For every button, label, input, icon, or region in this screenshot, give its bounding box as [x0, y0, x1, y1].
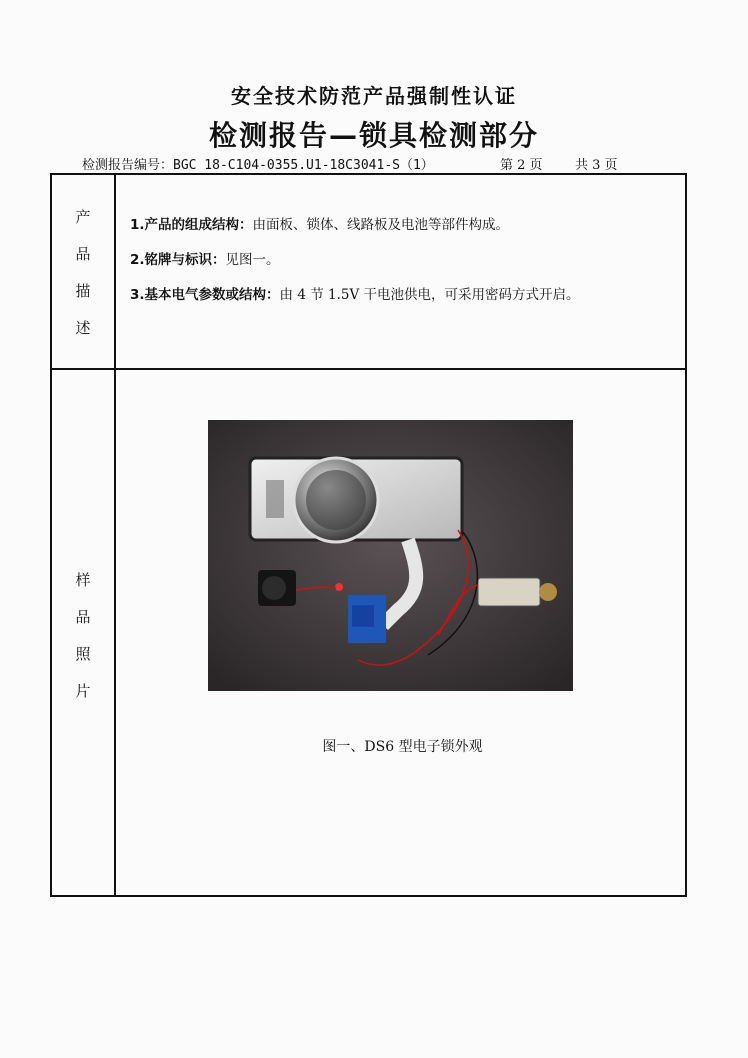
- page-number: 第 2 页: [500, 158, 543, 173]
- label-char: 描: [75, 281, 91, 300]
- description-item: [130, 288, 580, 303]
- label-char: 样: [75, 570, 91, 589]
- label-char: 照: [75, 644, 91, 663]
- document-subtitle: 检测报告—锁具检测部分: [208, 119, 539, 152]
- label-char: 述: [75, 318, 91, 337]
- row-divider: [52, 368, 685, 370]
- product-description: [130, 218, 580, 323]
- item-value: 由 4 节 1.5V 干电池供电，可采用密码方式开启。: [279, 287, 580, 303]
- description-item: [130, 218, 580, 233]
- item-value: 由面板、锁体、线路板及电池等部件构成。: [252, 217, 510, 233]
- column-divider: [114, 175, 116, 895]
- speaker: [258, 570, 296, 606]
- item-value: 见图一。: [225, 252, 280, 268]
- section-label-sample-photo: [52, 370, 114, 899]
- sample-photo: [208, 420, 573, 691]
- document-title: 安全技术防范产品强制性认证: [231, 84, 517, 108]
- label-char: 品: [75, 244, 91, 263]
- item-key: 2.铭牌与标识：: [130, 252, 226, 268]
- description-item: [130, 253, 580, 268]
- item-key: 1.产品的组成结构：: [130, 217, 253, 233]
- relay-module: [348, 595, 386, 643]
- section-label-product-description: [52, 175, 114, 368]
- report-table: [50, 173, 687, 897]
- page-total: 共 3 页: [575, 158, 618, 173]
- label-char: 品: [75, 607, 91, 626]
- report-number: 检测报告编号：BGC 18-C104-0355.U1-18C3041-S（1）: [82, 158, 434, 173]
- lock-panel: [250, 458, 462, 542]
- item-key: 3.基本电气参数或结构：: [130, 287, 280, 303]
- label-char: 片: [75, 681, 91, 700]
- report-meta: [82, 154, 682, 173]
- photo-caption: 图一、DS6 型电子锁外观: [322, 739, 483, 755]
- label-char: 产: [75, 207, 91, 226]
